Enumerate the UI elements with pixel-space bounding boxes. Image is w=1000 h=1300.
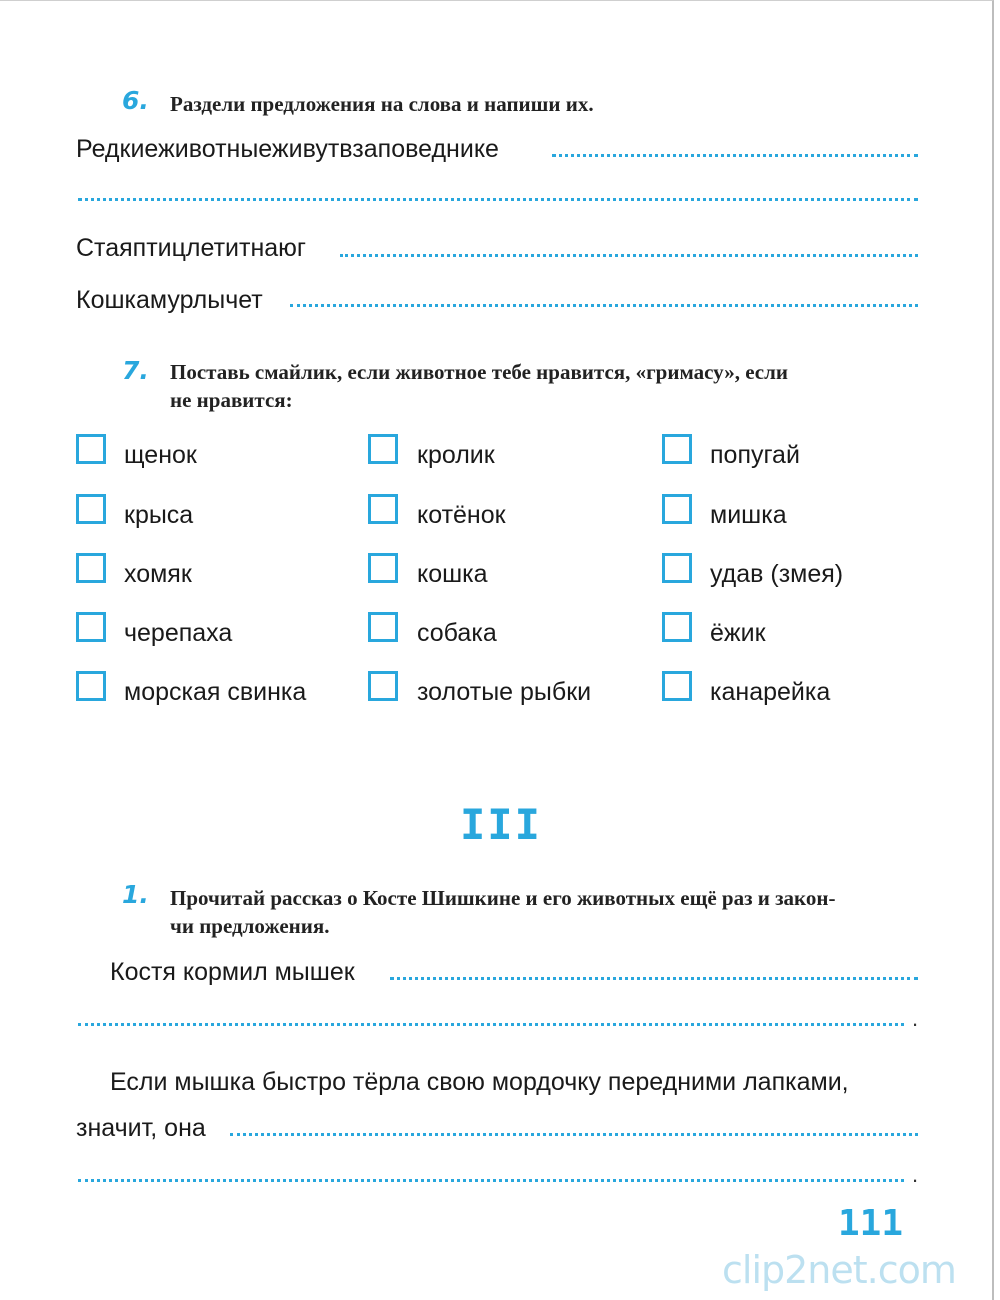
answer-line[interactable]	[290, 304, 918, 307]
checkbox-parrot[interactable]	[662, 434, 692, 464]
task-6-instruction: Раздели предложения на слова и напиши их.	[170, 92, 594, 116]
animal-label: собака	[417, 619, 497, 647]
checkbox-guinea-pig[interactable]	[76, 671, 106, 701]
animal-label: удав (змея)	[710, 560, 844, 588]
task-1-instruction-line-1: Прочитай рассказ о Косте Шишкине и его животных ещё раз и закон-	[170, 886, 836, 910]
animal-label: золотые рыбки	[417, 678, 592, 706]
checkbox-kitten[interactable]	[368, 494, 398, 524]
task-7-instruction-line-2: не нравится:	[170, 388, 293, 412]
animal-label: котёнок	[417, 501, 506, 529]
answer-line[interactable]	[390, 977, 918, 980]
answer-line[interactable]	[78, 1023, 904, 1026]
task-6-number: 6.	[122, 86, 149, 115]
task-6-sentence-2: Стаяптицлетитнаюг	[76, 234, 307, 262]
checkbox-dog[interactable]	[368, 612, 398, 642]
task-1-instruction-line-2: чи предложения.	[170, 914, 330, 938]
checkbox-rat[interactable]	[76, 494, 106, 524]
task-1-number: 1.	[122, 880, 149, 909]
checkbox-cat[interactable]	[368, 553, 398, 583]
animal-label: крыса	[124, 501, 194, 529]
section-heading: III	[460, 800, 542, 849]
answer-line[interactable]	[78, 1179, 904, 1182]
checkbox-goldfish[interactable]	[368, 671, 398, 701]
watermark: clip2net.com	[722, 1248, 956, 1292]
animal-label: ёжик	[710, 619, 766, 647]
answer-line[interactable]	[78, 198, 918, 201]
animal-label: хомяк	[124, 560, 192, 588]
task-7-instruction-line-1: Поставь смайлик, если животное тебе нравится, «гримасу», если	[170, 360, 788, 384]
period-mark: .	[912, 1006, 919, 1031]
animal-label: морская свинка	[124, 678, 307, 706]
checkbox-hamster[interactable]	[76, 553, 106, 583]
checkbox-hedgehog[interactable]	[662, 612, 692, 642]
animal-label: канарейка	[710, 678, 831, 706]
task-6-sentence-1: Редкиеживотныеживутвзаповеднике	[76, 135, 499, 163]
checkbox-rabbit[interactable]	[368, 434, 398, 464]
task-1-sentence-1: Костя кормил мышек	[110, 958, 355, 986]
checkbox-canary[interactable]	[662, 671, 692, 701]
checkbox-turtle[interactable]	[76, 612, 106, 642]
task-1-sentence-2-line-1: Если мышка быстро тёрла свою мордочку передними лапками,	[110, 1068, 849, 1096]
task-7-number: 7.	[122, 356, 149, 385]
animal-label: попугай	[710, 441, 800, 469]
animal-label: щенок	[124, 441, 197, 469]
checkbox-boa[interactable]	[662, 553, 692, 583]
task-6-sentence-3: Кошкамурлычет	[76, 286, 263, 314]
page-number: 111	[838, 1203, 904, 1244]
checkbox-puppy[interactable]	[76, 434, 106, 464]
answer-line[interactable]	[552, 154, 918, 157]
animal-label: мишка	[710, 501, 787, 529]
animal-label: черепаха	[124, 619, 233, 647]
answer-line[interactable]	[340, 254, 918, 257]
animal-label: кошка	[417, 560, 488, 588]
animal-label: кролик	[417, 441, 495, 469]
checkbox-bear[interactable]	[662, 494, 692, 524]
answer-line[interactable]	[230, 1133, 918, 1136]
period-mark: .	[912, 1162, 919, 1187]
task-1-sentence-2-line-2: значит, она	[76, 1114, 206, 1142]
